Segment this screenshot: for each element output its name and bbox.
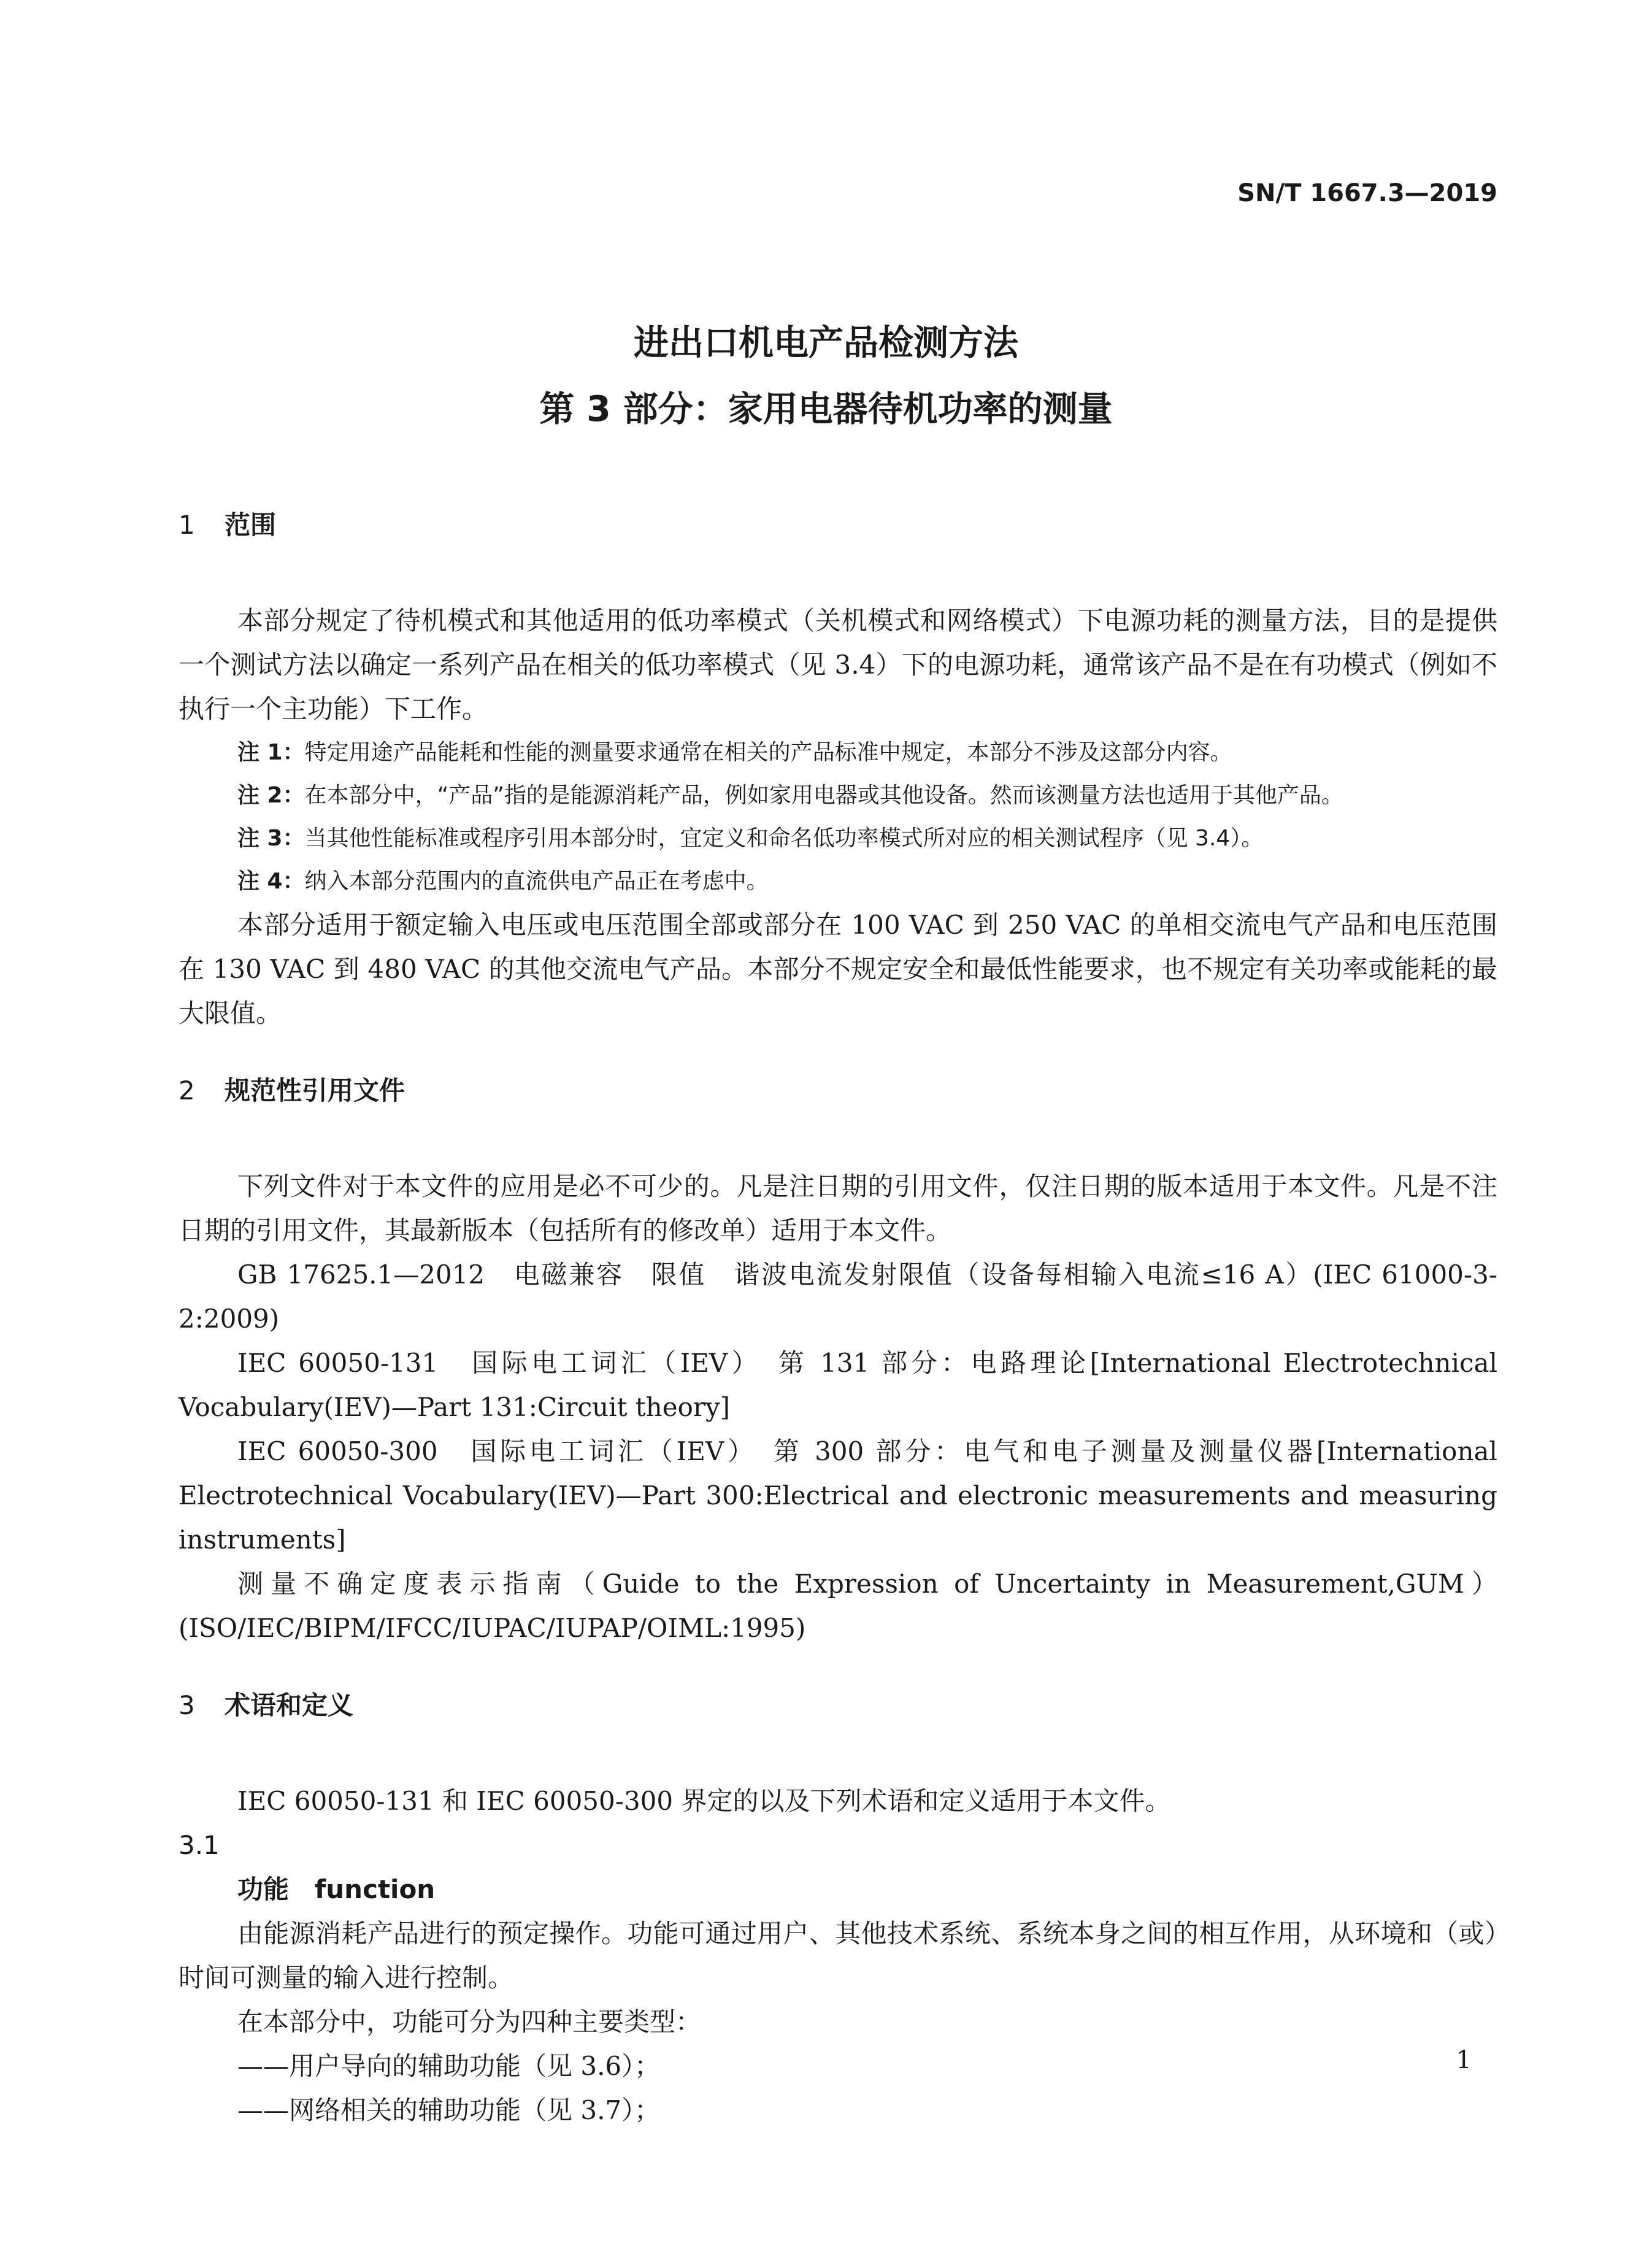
section-number: 2 [179, 1075, 195, 1106]
section-2-heading [179, 1069, 1497, 1113]
paragraph: IEC 60050-131 和 IEC 60050-300 界定的以及下列术语和定义适用于本文件。 [237, 1786, 1171, 1816]
document-title [0, 310, 1652, 442]
list-item: ——网络相关的辅助功能（见 3.7）； [237, 2095, 661, 2125]
term-number: 3.1 [179, 1830, 220, 1860]
note-text: 在本部分中，“产品”指的是能源消耗产品，例如家用电器或其他设备。然而该测量方法也适用于其他产品。 [304, 783, 1343, 808]
list-item: ——用户导向的辅助功能（见 3.6）； [237, 2051, 661, 2081]
term-definition: 由能源消耗产品进行的预定操作。功能可通过用户、其他技术系统、系统本身之间的相互作用，从环境和（或）时间可测量的输入进行控制。 [179, 1918, 1497, 1993]
note-text: 纳入本部分范围内的直流供电产品正在考虑中。 [304, 869, 769, 894]
note-tag: 注 2： [237, 783, 305, 808]
note [179, 817, 1497, 860]
note-tag: 注 1： [237, 740, 305, 765]
reference-entry: IEC 60050-131 国际电工词汇（IEV） 第 131 部分：电路理论[International Electrotechnical Vocabulary(IEV)—Part 131:Circuit theory] [179, 1348, 1497, 1422]
page-number: 1 [1456, 2046, 1472, 2074]
paragraph: 本部分规定了待机模式和其他适用的低功率模式（关机模式和网络模式）下电源功耗的测量方法，目的是提供一个测试方法以确定一系列产品在相关的低功率模式（见 3.4）下的电源功耗，通常该产品不是在有功模式（例如不执行一个主功能）下工作。 [179, 606, 1497, 724]
paragraph: 在本部分中，功能可分为四种主要类型： [237, 2007, 702, 2037]
title-line-1: 进出口机电产品检测方法 [634, 323, 1018, 363]
standard-code: SN/T 1667.3—2019 [1237, 179, 1497, 207]
section-title: 范围 [225, 510, 277, 540]
note-text: 特定用途产品能耗和性能的测量要求通常在相关的产品标准中规定，本部分不涉及这部分内容。 [304, 740, 1232, 765]
note [179, 731, 1497, 774]
note-tag: 注 4： [237, 869, 305, 894]
note [179, 774, 1497, 817]
title-line-2: 第 3 部分：家用电器待机功率的测量 [539, 389, 1113, 429]
note-text: 当其他性能标准或程序引用本部分时，宜定义和命名低功率模式所对应的相关测试程序（见 3.4）。 [304, 826, 1264, 851]
section-number: 3 [179, 1690, 195, 1720]
reference-entry: IEC 60050-300 国际电工词汇（IEV） 第 300 部分：电气和电子测量及测量仪器[International Electrotechnical Vocabulary(IEV)—Part 300:Electrical and electronic measurements and measuring instruments] [179, 1436, 1497, 1555]
note-tag: 注 3： [237, 826, 305, 851]
paragraph: 本部分适用于额定输入电压或电压范围全部或部分在 100 VAC 到 250 VAC 的单相交流电气产品和电压范围在 130 VAC 到 480 VAC 的其他交流电气产品。本部分不规定安全和最低性能要求，也不规定有关功率或能耗的最大限值。 [179, 910, 1497, 1028]
term-title: 功能 function [237, 1874, 436, 1904]
paragraph: 下列文件对于本文件的应用是必不可少的。凡是注日期的引用文件，仅注日期的版本适用于本文件。凡是不注日期的引用文件，其最新版本（包括所有的修改单）适用于本文件。 [179, 1171, 1497, 1245]
section-title: 术语和定义 [225, 1690, 354, 1720]
note [179, 860, 1497, 903]
reference-entry: 测量不确定度表示指南（Guide to the Expression of Uncertainty in Measurement,GUM）(ISO/IEC/BIPM/IFCC/IUPAC/IUPAP/OIML:1995) [179, 1569, 1497, 1643]
section-1-heading [179, 503, 1497, 547]
section-title: 规范性引用文件 [225, 1075, 405, 1106]
reference-entry: GB 17625.1—2012 电磁兼容 限值 谐波电流发射限值（设备每相输入电流≤16 A）(IEC 61000-3-2:2009) [179, 1260, 1497, 1334]
section-3-heading [179, 1683, 1497, 1728]
document-body [179, 503, 1497, 2133]
section-number: 1 [179, 510, 195, 540]
